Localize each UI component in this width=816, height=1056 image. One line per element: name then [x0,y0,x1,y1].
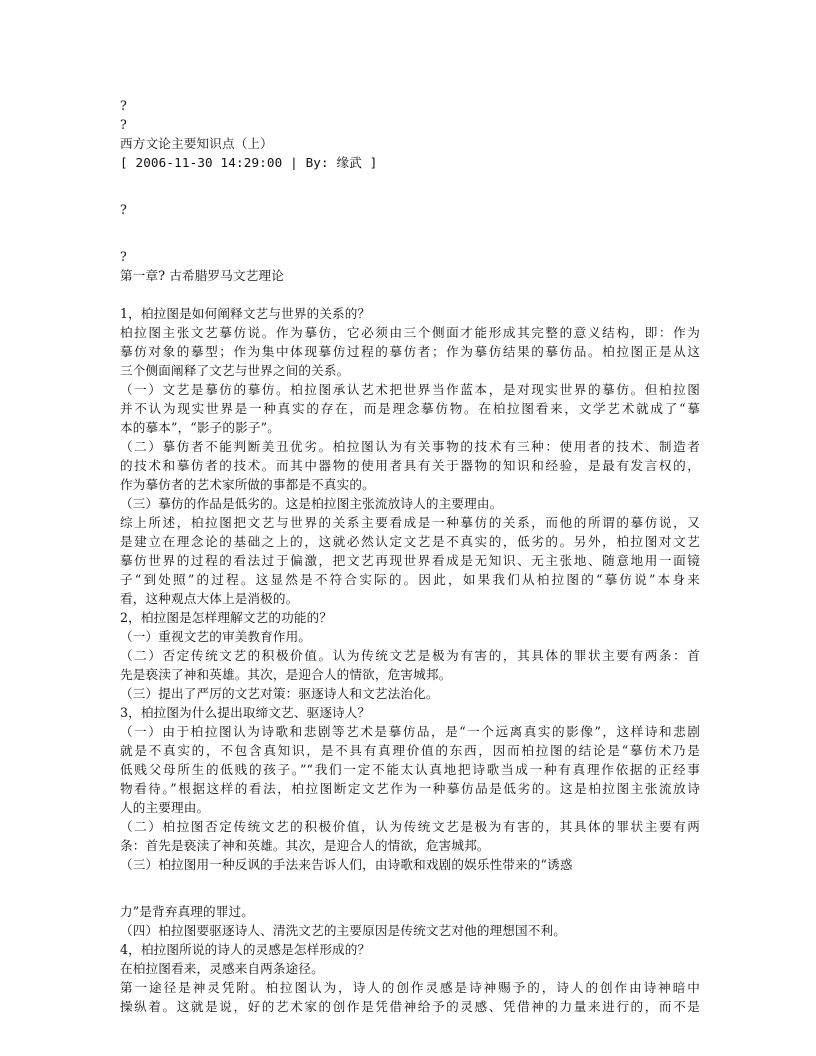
text-line: 的技术和摹仿者的技术。而其中器物的使用者具有关于器物的知识和经验，是最有发言权的， [120,458,700,473]
marker-line: ? [120,202,127,217]
text-line: 3，柏拉图为什么提出取缔文艺、驱逐诗人？ [120,705,371,720]
marker-line: ? [120,249,127,264]
marker-line: ? [120,117,127,132]
text-line: 第一途径是神灵凭附。柏拉图认为，诗人的创作灵感是诗神赐予的，诗人的创作由诗神暗中 [120,980,700,995]
text-line: 低贱父母所生的低贱的孩子。”“我们一定不能太认真地把诗歌当成一种有真理作依据的正经事 [120,762,700,777]
text-line: 1，柏拉图是如何阐释文艺与世界的关系的？ [120,306,371,321]
text-line: 2，柏拉图是怎样理解文艺的功能的？ [120,610,333,625]
post-meta: [ 2006-11-30 14:29:00 | By: 缘武 ] [120,155,378,170]
text-line: （一）文艺是摹仿的摹仿。柏拉图承认艺术把世界当作蓝本，是对现实世界的摹仿。但柏拉图 [120,382,700,397]
text-line: （四）柏拉图要驱逐诗人、清洗文艺的主要原因是传统文艺对他的理想国不利。 [120,923,567,938]
text-line: （一）由于柏拉图认为诗歌和悲剧等艺术是摹仿品，是“一个远离真实的影像”，这样诗和悲剧 [120,724,700,739]
text-line: 4，柏拉图所说的诗人的灵感是怎样形成的？ [120,942,371,957]
text-line: 力”是背弃真理的罪过。 [120,904,255,919]
text-line: 就是不真实的，不包含真知识，是不具有真理价值的东西，因而柏拉图的结论是“摹仿术乃是 [120,743,700,758]
text-line: 本的摹本”，“影子的影子”。 [120,420,280,435]
spacer [120,874,700,902]
text-line: 先是亵渎了神和英雄。其次，是迎合人的情欲，危害城邦。 [120,667,452,682]
text-line: 是建立在理念论的基础之上的，这就必然认定文艺是不真实的，低劣的。另外，柏拉图对文艺 [120,534,700,549]
text-line: 人的主要理由。 [120,800,210,815]
body-text-block-2 [120,902,700,1016]
text-line: （二）摹仿者不能判断美丑优劣。柏拉图认为有关事物的技术有三种：使用者的技术、制造者 [120,439,700,454]
text-line: 三个侧面阐释了文艺与世界之间的关系。 [120,363,350,378]
text-line: 并不认为现实世界是一种真实的存在，而是理念摹仿物。在柏拉图看来，文学艺术就成了“摹 [120,401,700,416]
text-line: 综上所述，柏拉图把文艺与世界的关系主要看成是一种摹仿的关系，而他的所谓的摹仿说，又 [120,515,700,530]
text-line: （二）柏拉图否定传统文艺的积极价值，认为传统文艺是极为有害的，其具体的罪状主要有两 [120,819,700,834]
text-line: 在柏拉图看来，灵感来自两条途径。 [120,961,324,976]
document-title: 西方文论主要知识点（上） [120,136,273,151]
spacer [120,219,700,247]
spacer [120,172,700,200]
text-line: （三）提出了严厉的文艺对策：驱逐诗人和文艺法治化。 [120,686,439,701]
text-line: 柏拉图主张文艺摹仿说。作为摹仿，它必须由三个侧面才能形成其完整的意义结构，即：作为 [120,325,700,340]
chapter-heading: 第一章? 古希腊罗马文艺理论 [120,268,284,283]
text-line: 条：首先是亵渎了神和英雄。其次，是迎合人的情欲，危害城邦。 [120,838,490,853]
text-line: 物看待。”根据这样的看法，柏拉图断定文艺作为一种摹仿品是低劣的。这是柏拉图主张流放诗 [120,781,700,796]
text-line: 看，这种观点大体上是消极的。 [120,591,299,606]
marker-line: ? [120,98,127,113]
text-line: （三）柏拉图用一种反讽的手法来告诉人们，由诗歌和戏剧的娱乐性带来的“诱惑 [120,857,573,872]
text-line: （一）重视文艺的审美教育作用。 [120,629,312,644]
text-line: 操纵着。这就是说，好的艺术家的创作是凭借神给予的灵感、凭借神的力量来进行的，而不是 [120,999,700,1014]
text-line: 摹仿对象的摹型；作为集中体现摹仿过程的摹仿者；作为摹仿结果的摹仿品。柏拉图正是从这 [120,344,700,359]
spacer [120,285,700,304]
text-line: （二）否定传统文艺的积极价值。认为传统文艺是极为有害的，其具体的罪状主要有两条：首 [120,648,700,663]
text-line: 摹仿世界的过程的看法过于偏激，把文艺再现世界看成是无知识、无主张地、随意地用一面镜 [120,553,700,568]
text-line: （三）摹仿的作品是低劣的。这是柏拉图主张流放诗人的主要理由。 [120,496,503,511]
text-line: 子“到处照”的过程。这显然是不符合实际的。因此，如果我们从柏拉图的“摹仿说”本身来 [120,572,700,587]
document-page [120,96,700,1016]
body-text-block-1 [120,304,700,874]
text-line: 作为摹仿者的艺术家所做的事都是不真实的。 [120,477,375,492]
